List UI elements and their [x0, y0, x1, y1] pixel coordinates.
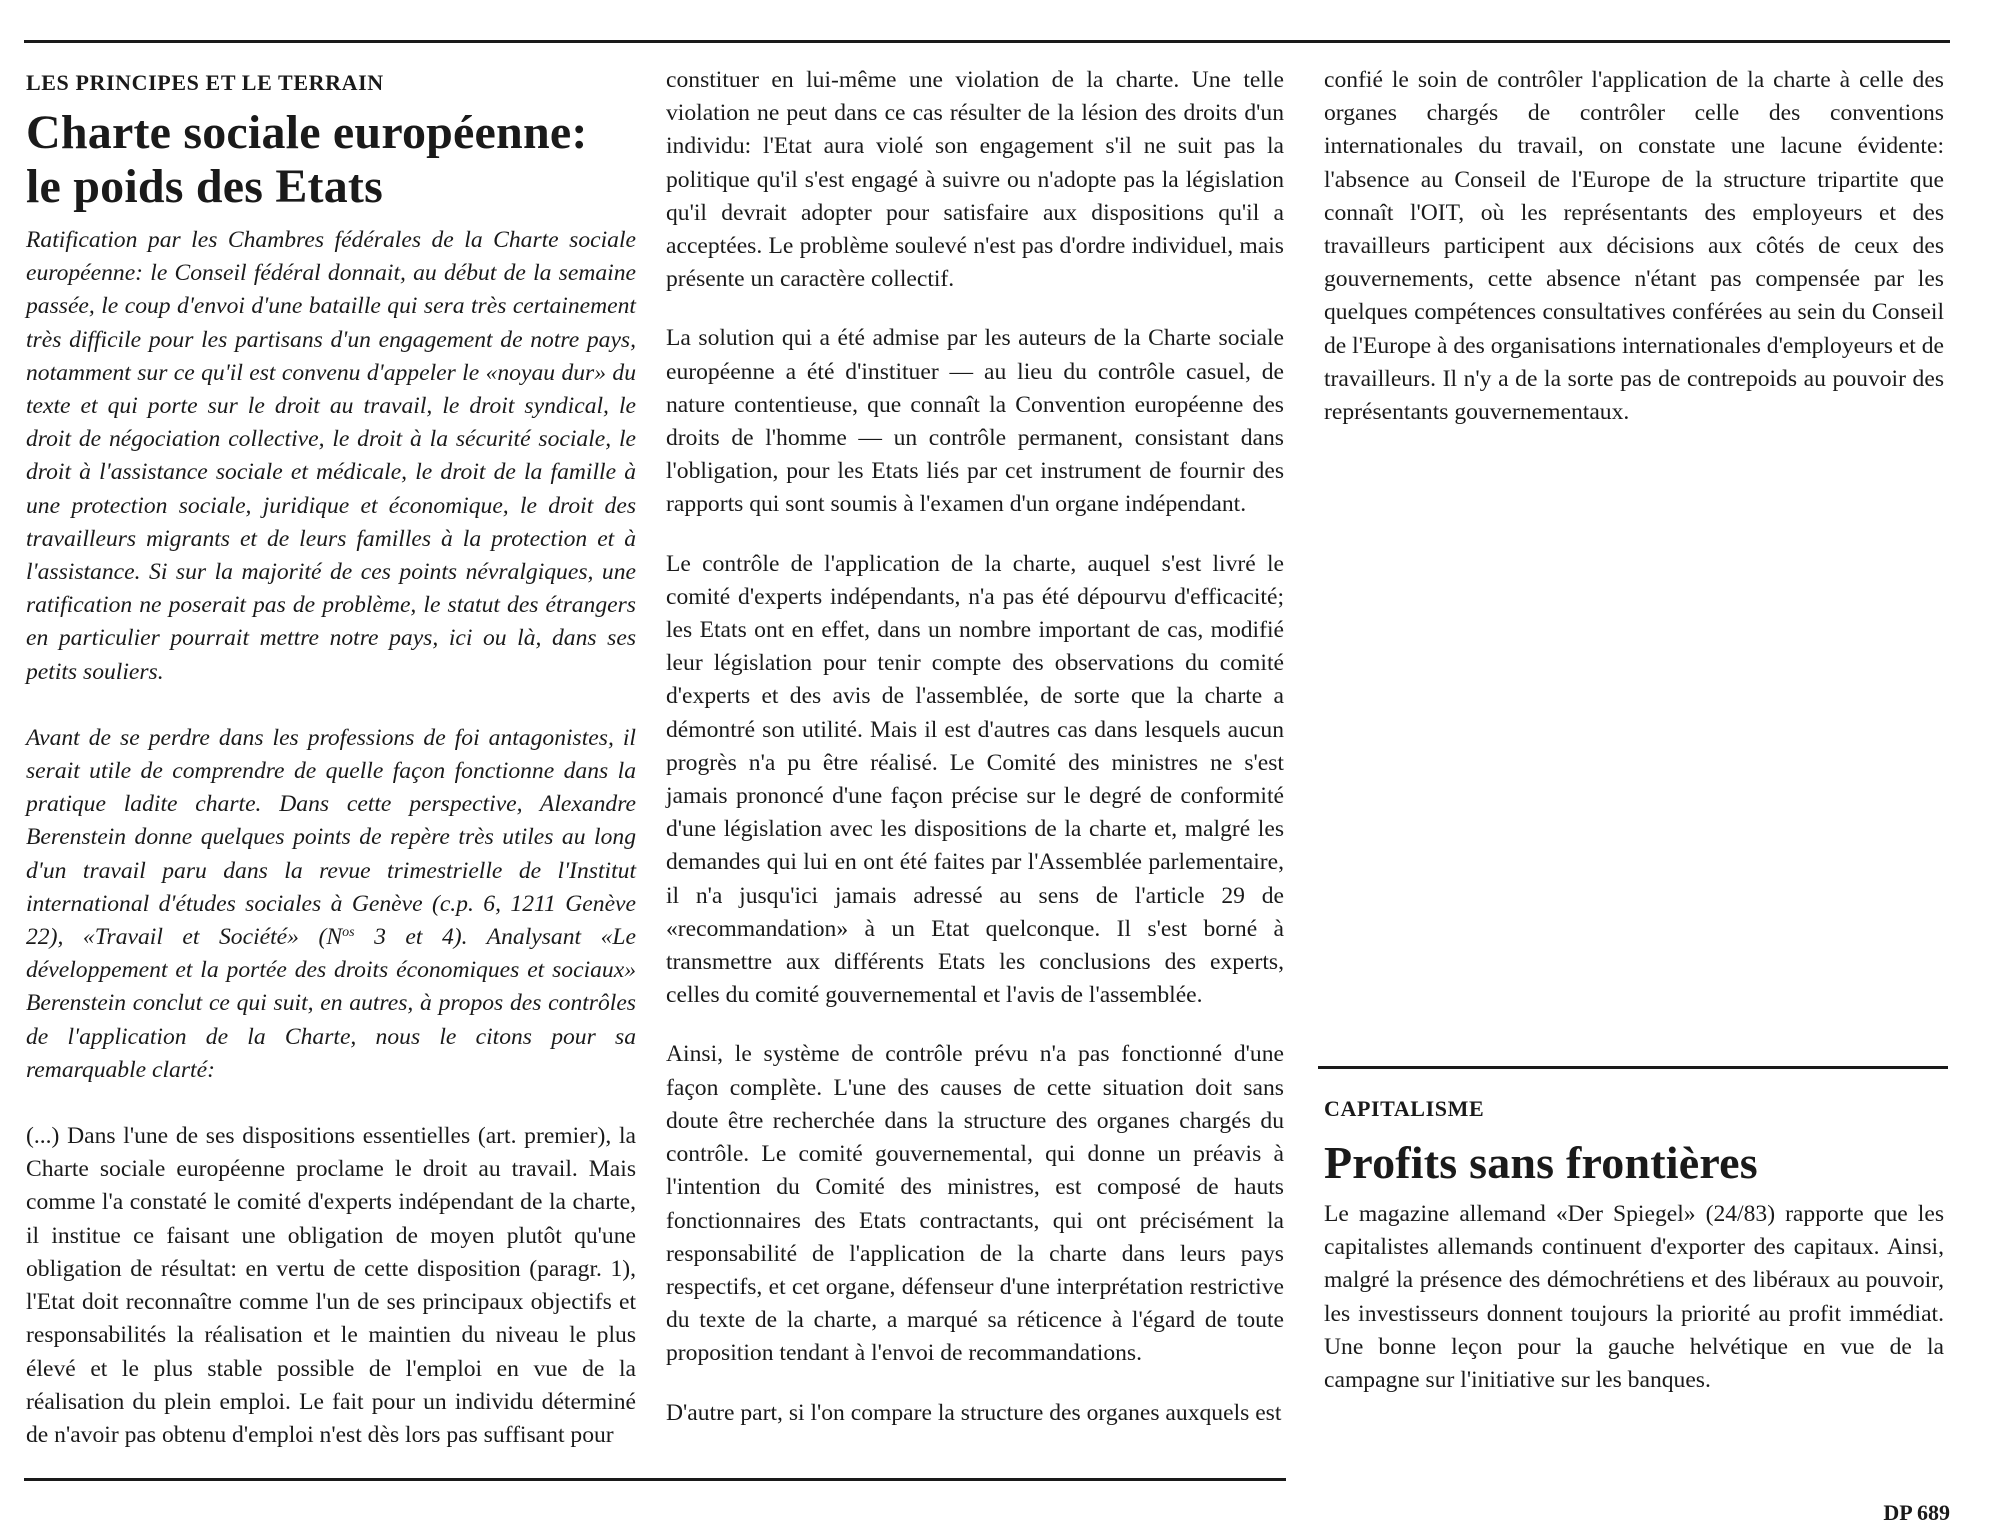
- column-2: [666, 64, 1284, 1430]
- article1-title-line2: le poids des Etats: [26, 160, 383, 213]
- top-rule: [24, 40, 1950, 43]
- article1-body-paragraph-4: Ainsi, le système de contrôle prévu n'a pas fonctionné d'une façon complète. L'une des causes de cette situation doit sans doute être recherchée dans la structure des organes chargés du contrôle. Le comité gouvernemental, qui donne un préavis à l'intention du Comité des ministres, est composé de hauts fonctionnaires des Etats contractants, qui ont précisément la responsabilité de l'application de la charte dans leurs pays respectifs, et cet organe, défenseur d'une interprétation restrictive du texte de la charte, a marqué sa réticence à l'égard de toute proposition tendant à l'envoi de recommandations.: [666, 1041, 1284, 1367]
- column-3: [1324, 64, 1944, 429]
- section-divider-rule: [1318, 1066, 1948, 1069]
- article1-lead-paragraph-2: Avant de se perdre dans les professions de foi antagonistes, il serait utile de comprendre de quelle façon fonctionne dans la pratique ladite charte. Dans cette perspective, Alexandre Berenstein donne quelques points de repère très utiles au long d'un travail paru dans la revue trimestrielle de l'Institut international d'études sociales à Genève (c.p. 6, 1211 Genève 22), «Travail et Société» ($N^{os}$ 3 et 4). Analysant «Le développement et la portée des droits économiques et sociaux» Berenstein conclut ce qui suit, en autres, à propos des contrôles de l'application de la Charte, nous le citons pour sa remarquable clarté:: [26, 724, 636, 1083]
- article2-kicker: CAPITALISME: [1324, 1096, 1485, 1121]
- article2-body: Le magazine allemand «Der Spiegel» (24/83) rapporte que les capitalistes allemands continuent d'exporter des capitaux. Ainsi, malgré la présence des démochrétiens et des libéraux au pouvoir, les investisseurs donnent toujours la priorité au profit immédiat. Une bonne leçon pour la gauche helvétique en vue de la campagne sur l'initiative sur les banques.: [1324, 1201, 1944, 1394]
- bottom-rule: [24, 1478, 1286, 1481]
- paragraph-gap: [666, 1371, 1284, 1397]
- article2: [1324, 1090, 1944, 1397]
- column-1: [26, 64, 636, 1452]
- article1-body-paragraph-5: D'autre part, si l'on compare la structure des organes auxquels est: [666, 1399, 1282, 1426]
- paragraph-gap: [666, 522, 1284, 548]
- article1-body-paragraph-1: (...) Dans l'une de ses dispositions essentielles (art. premier), la Charte sociale européenne proclame le droit au travail. Mais comme l'a constaté le comité d'experts indépendant de la charte, il institue ce faisant une obligation de moyen plutôt qu'une obligation de résultat: en vertu de cette disposition (paragr. 1), l'Etat doit reconnaître comme l'un de ses principaux objectifs et responsabilités la réalisation et le maintien du niveau le plus élevé et le plus stable possible de l'emploi en vue de la réalisation du plein emploi. Le fait pour un individu déterminé de n'avoir pas obtenu d'emploi n'est dès lors pas suffisant pour: [26, 1123, 636, 1448]
- article1-body-paragraph-2: La solution qui a été admise par les auteurs de la Charte sociale européenne a été d'instituer — au lieu du contrôle casuel, de nature contentieuse, que connaît la Convention européenne des droits de l'homme — un contrôle permanent, consistant dans l'obligation, pour les Etats liés par cet instrument de fournir des rapports qui sont soumis à l'examen d'un organe indépendant.: [666, 325, 1284, 518]
- article2-title: Profits sans frontières: [1324, 1137, 1758, 1188]
- article1-lead-paragraph-1: Ratification par les Chambres fédérales de la Charte sociale européenne: le Conseil fédéral donnait, au début de la semaine passée, le coup d'envoi d'une bataille qui sera très certainement très difficile pour les partisans d'un engagement de notre pays, notamment sur ce qu'il est convenu d'appeler le «noyau dur» du texte et qui porte sur le droit au travail, le droit syndical, le droit de négociation collective, le droit à la sécurité sociale, le droit à l'assistance sociale et médicale, le droit de la famille à une protection sociale, juridique et économique, le droit des travailleurs migrants et de leurs familles à la protection et à l'assistance. Si sur la majorité de ces points névralgiques, une ratification ne poserait pas de problème, le statut des étrangers en particulier pourrait mettre notre pays, ici ou là, dans ses petits souliers.: [26, 227, 636, 685]
- article1-kicker: LES PRINCIPES ET LE TERRAIN: [26, 70, 384, 95]
- paragraph-gap: [666, 1012, 1284, 1038]
- article1-title-line1: Charte sociale européenne:: [26, 106, 588, 159]
- article1-body-paragraph-1-cont: constituer en lui-même une violation de la charte. Une telle violation ne peut dans ce cas résulter de la lésion des droits d'un individu: l'Etat aura violé son engagement s'il ne suit pas la politique qu'il s'est engagé à suivre ou n'adopte pas la législation qu'il devrait adopter pour satisfaire aux dispositions qu'il a acceptées. Le problème soulevé n'est pas d'ordre individuel, mais présente un caractère collectif.: [666, 67, 1284, 293]
- page-number: DP 689: [1883, 1500, 1950, 1525]
- article1-title: [26, 106, 636, 214]
- article1-body-paragraph-3: Le contrôle de l'application de la charte, auquel s'est livré le comité d'experts indépendants, n'a pas été dépourvu d'efficacité; les Etats ont en effet, dans un nombre important de cas, modifié leur législation pour tenir compte des observations du comité d'experts et des avis de l'assemblée, de sorte que la charte a démontré son utilité. Mais il est d'autres cas dans lesquels aucun progrès n'a pu être réalisé. Le Comité des ministres ne s'est jamais prononcé d'une façon précise sur le degré de conformité d'une législation avec les dispositions de la charte et, malgré les demandes qui lui en ont été faites par l'Assemblée parlementaire, il n'a jusqu'ici jamais adressé au sens de l'article 29 de «recommandation» à un Etat quelconque. Il s'est borné à transmettre aux différents Etats les conclusions des experts, celles du comité gouvernemental et l'avis de l'assemblée.: [666, 550, 1284, 1009]
- article1-body-paragraph-5: confié le soin de contrôler l'application de la charte à celle des organes chargés de contrôler celle des conventions internationales du travail, on constate une lacune évidente: l'absence au Conseil de l'Europe de la structure tripartite que connaît l'OIT, où les représentants des employeurs et des travailleurs participent aux décisions aux côtés de ceux des gouvernements, cette absence n'étant pas compensée par les quelques compétences consultatives conférées au sein du Conseil de l'Europe à des organisations internationales d'employeurs et de travailleurs. Il n'y a de la sorte pas de contrepoids au pouvoir des représentants gouvernementaux.: [1324, 67, 1945, 426]
- paragraph-gap: [666, 296, 1284, 322]
